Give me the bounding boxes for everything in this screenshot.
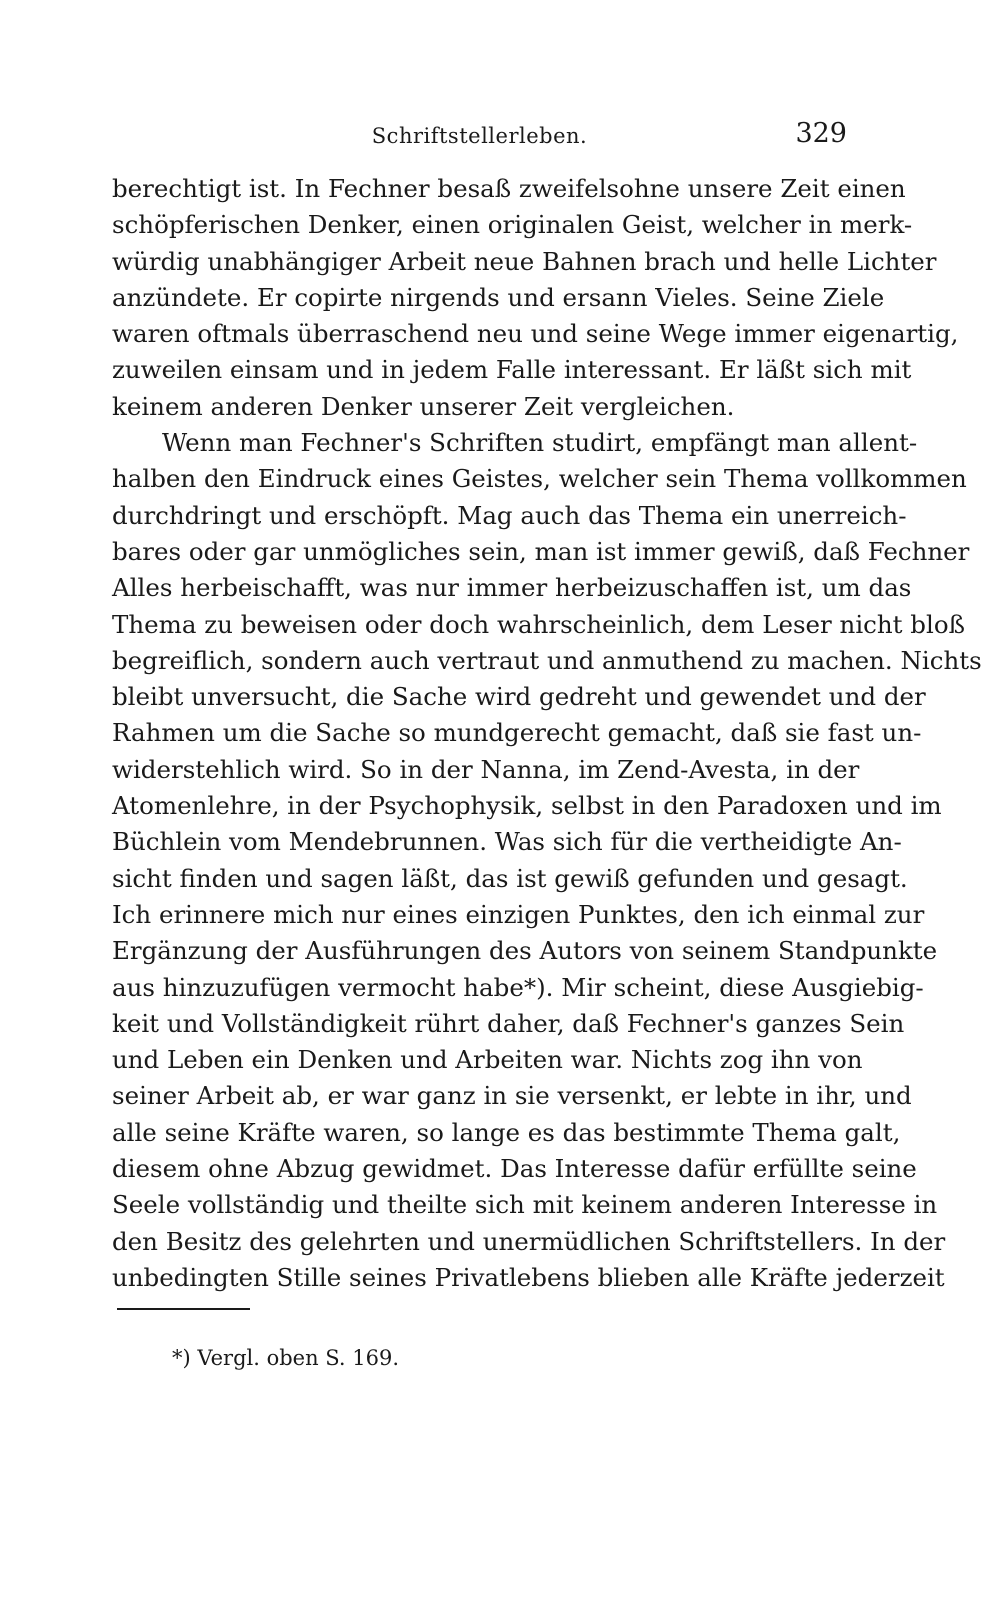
text-line: halben den Eindruck eines Geistes, welcher sein Thema vollkommen (112, 464, 967, 494)
text-line: unbedingten Stille seines Privatlebens blieben alle Kräfte jederzeit (112, 1262, 945, 1292)
text-line: begreiflich, sondern auch vertraut und anmuthend zu machen. Nichts (112, 645, 982, 675)
text-line: Ergänzung der Ausführungen des Autors von seinem Standpunkte (112, 936, 938, 966)
text-line: Rahmen um die Sache so mundgerecht gemacht, daß sie fast un- (112, 718, 922, 748)
text-line: schöpferischen Denker, einen originalen Geist, welcher in merk- (112, 210, 913, 240)
text-line: durchdringt und erschöpft. Mag auch das Thema ein unerreich- (112, 500, 907, 530)
page-number: 329 (795, 118, 847, 149)
text-line: waren oftmals überraschend neu und seine Wege immer eigenartig, (112, 319, 959, 349)
text-line: widerstehlich wird. So in der Nanna, im Zend-Avesta, in der (112, 754, 860, 784)
text-line: bleibt unversucht, die Sache wird gedreht und gewendet und der (112, 682, 926, 712)
text-line: seiner Arbeit ab, er war ganz in sie versenkt, er lebte in ihr, und (112, 1081, 912, 1111)
text-line: keinem anderen Denker unserer Zeit vergleichen. (112, 391, 735, 421)
footnote: *) Vergl. oben S. 169. (172, 1346, 400, 1370)
text-line: berechtigt ist. In Fechner besaß zweifelsohne unsere Zeit einen (112, 174, 906, 203)
text-line: anzündete. Er copirte nirgends und ersann Vieles. Seine Ziele (112, 282, 885, 312)
text-line: zuweilen einsam und in jedem Falle interessant. Er läßt sich mit (112, 355, 912, 385)
text-line: Ich erinnere mich nur eines einzigen Punktes, den ich einmal zur (112, 899, 925, 929)
text-line: den Besitz des gelehrten und unermüdlichen Schriftstellers. In der (112, 1226, 946, 1256)
running-head: Schriftstellerleben. (371, 124, 588, 148)
body-text (112, 171, 982, 1296)
text-line: Seele vollständig und theilte sich mit keinem anderen Interesse in (112, 1190, 938, 1220)
text-line: Büchlein vom Mendebrunnen. Was sich für die vertheidigte An- (112, 827, 902, 857)
text-line: würdig unabhängiger Arbeit neue Bahnen brach und helle Lichter (112, 246, 937, 276)
text-line: Atomenlehre, in der Psychophysik, selbst in den Paradoxen und im (112, 791, 942, 821)
text-line: Alles herbeischafft, was nur immer herbeizuschaffen ist, um das (112, 573, 912, 603)
text-line: sicht finden und sagen läßt, das ist gewiß gefunden und gesagt. (112, 863, 908, 893)
text-line: Wenn man Fechner's Schriften studirt, empfängt man allent- (162, 428, 918, 458)
page-header (112, 118, 847, 158)
text-line: alle seine Kräfte waren, so lange es das bestimmte Thema galt, (112, 1117, 901, 1147)
text-line: keit und Vollständigkeit rührt daher, daß Fechner's ganzes Sein (112, 1008, 905, 1038)
text-line: diesem ohne Abzug gewidmet. Das Interesse dafür erfüllte seine (112, 1154, 917, 1184)
text-line: Thema zu beweisen oder doch wahrscheinlich, dem Leser nicht bloß (112, 609, 965, 639)
text-line: und Leben ein Denken und Arbeiten war. Nichts zog ihn von (112, 1045, 863, 1075)
footnote-divider (117, 1308, 250, 1310)
text-line: bares oder gar unmögliches sein, man ist immer gewiß, daß Fechner (112, 536, 970, 566)
text-line: aus hinzuzufügen vermocht habe*). Mir scheint, diese Ausgiebig- (112, 972, 924, 1002)
